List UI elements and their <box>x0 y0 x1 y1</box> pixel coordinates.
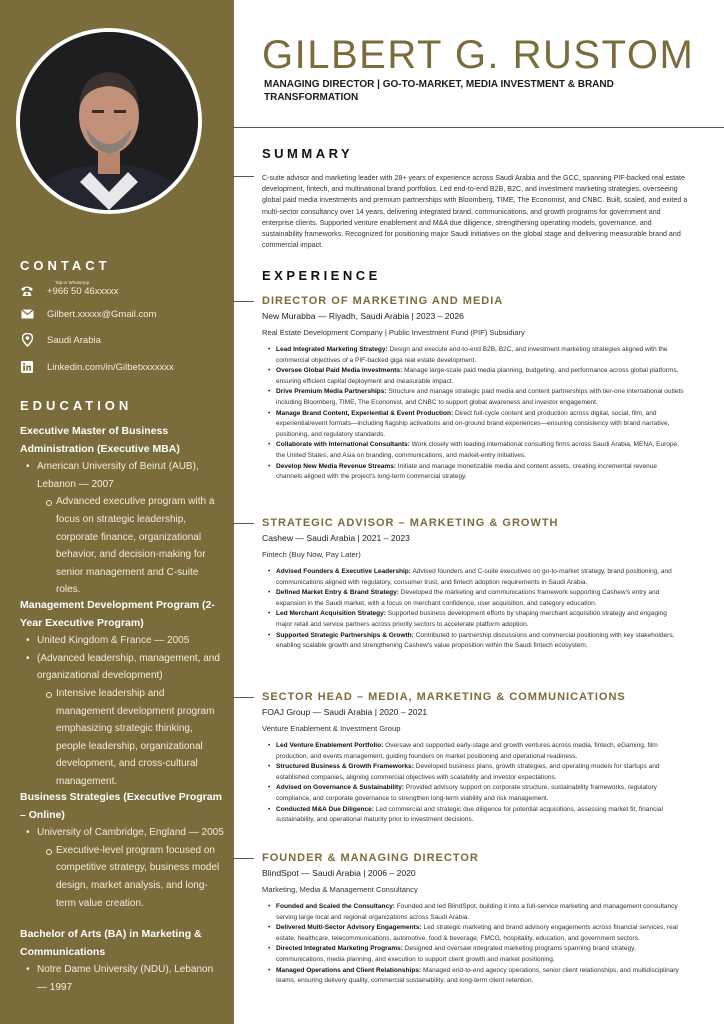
job-title: SECTOR HEAD – MEDIA, MARKETING & COMMUNICATIONS <box>262 691 626 703</box>
job-bullet: • Led Merchant Acquisition Strategy: Supported business development efforts by shaping merchant acquisition strategy and engaging major retail and service partners across priority sectors to accelerate platform adoption. <box>268 609 684 630</box>
degree-detail: Executive-level program focused on competitive strategy, business model design, market analysis, and long-term value creation. <box>20 842 224 912</box>
job-entry <box>262 851 684 987</box>
job-bullet: • Structured Business & Growth Frameworks: Developed business plans, growth strategies, and operating models for startups and established companies, aligning commercial objectives with scalability and investor expectations. <box>268 762 684 783</box>
summary-tick <box>234 176 254 177</box>
phone-icon <box>20 284 34 298</box>
contact-phone[interactable] <box>20 284 119 298</box>
degree-detail: Intensive leadership and management development program emphasizing strategic thinking, people leadership, organizational development, and cross-cultural management. <box>20 685 224 791</box>
contact-location <box>20 333 101 347</box>
profile-photo-frame <box>16 28 202 214</box>
job-subtitle: Venture Enablement & Investment Group <box>262 724 401 733</box>
job-bullet: • Founded and Scaled the Consultancy: Founded and led BlindSpot, building it into a full-service marketing and management consultancy serving large local and regional organizations across Saudi Arabia. <box>268 902 684 923</box>
location-pin-icon <box>20 333 34 347</box>
job-bullet: • Advised Founders & Executive Leadership: Advised founders and C-suite executives on go-to-market strategy, brand positioning, and communications aligned with regulatory, consumer trust, and fintech adoption requirements in Saudi Arabia. <box>268 567 684 588</box>
envelope-icon <box>20 307 34 321</box>
job-bullet: • Develop New Media Revenue Streams: Initiate and manage monetizable media and content assets, creating incremental revenue channels aligned with the project's long-term commercial strategy. <box>268 462 684 483</box>
job-bullet: • Drive Premium Media Partnerships: Structure and manage strategic paid media and content partnerships with tier-one international outlets including Bloomberg, TIME, The Economist, and CNBC to support global awareness and investor engagement. <box>268 387 684 408</box>
school-line: • United Kingdom & France — 2005 <box>20 632 224 650</box>
job-tick <box>234 301 254 302</box>
job-bullet: • Collaborate with International Consultants: Work closely with leading international consulting firms across Saudi Arabia, MENA, Europe, the United States, and Asia on branding, communications, and market-entry initiatives. <box>268 440 684 461</box>
job-bullet: • Advised on Governance & Sustainability: Provided advisory support on corporate structure, sustainability frameworks, regulatory compliance, and corporate governance to strengthen long-term viability and risk management. <box>268 783 684 804</box>
job-tick <box>234 858 254 859</box>
job-bullet: • Conducted M&A Due Diligence: Led commercial and strategic due diligence for potential acquisitions, assessing market fit, financial sustainability, and operational maturity prior to investment decisions. <box>268 805 684 826</box>
school-line: • Notre Dame University (NDU), Lebanon — 1997 <box>20 961 224 996</box>
candidate-name: GILBERT G. RUSTOM <box>262 33 695 77</box>
job-bullet: • Directed Integrated Marketing Programs: Designed and oversaw integrated marketing programs spanning brand strategy, communications, media planning, and execution to support client growth and market positioning. <box>268 944 684 965</box>
job-company: BlindSpot — Saudi Arabia | 2006 – 2020 <box>262 868 416 878</box>
job-title: STRATEGIC ADVISOR – MARKETING & GROWTH <box>262 517 559 529</box>
education-heading: EDUCATION <box>20 398 133 413</box>
job-company: New Murabba — Riyadh, Saudi Arabia | 2023 – 2026 <box>262 311 464 321</box>
job-bullet: • Led Venture Enablement Portfolio: Oversaw and supported early-stage and growth ventures across media, fintech, eGaming, film production, and events management, guiding founders on market positioning and operational readiness. <box>268 741 684 762</box>
job-bullet: • Lead Integrated Marketing Strategy: Design and execute end-to-end B2B, B2C, and investment marketing strategies aligned with the commercial objectives of a PIF-backed giga real estate development. <box>268 345 684 366</box>
contact-linkedin[interactable] <box>20 360 174 374</box>
education-item <box>20 926 224 996</box>
job-tick <box>234 523 254 524</box>
degree-detail: Advanced executive program with a focus on strategic leadership, corporate finance, organizational behavior, and decision-making for senior management and C-suite roles. <box>20 493 224 599</box>
job-bullet: • Defined Market Entry & Brand Strategy: Developed the marketing and communications framework supporting Cashew's entry and expansion in the Saudi market, with a focus on merchant confidence, user acquisition, and category education. <box>268 588 684 609</box>
linkedin-url: Linkedin.com/in/Gilbetxxxxxxx <box>47 361 174 373</box>
header-divider <box>234 127 724 128</box>
school-line: • American University of Beirut (AUB), Lebanon — 2007 <box>20 458 224 493</box>
job-bullet: • Managed Operations and Client Relationships: Managed end-to-end agency operations, senior client relationships, and multidisciplinary teams, ensuring delivery quality, commercial sustainability, and long-term client retention. <box>268 966 684 987</box>
email-address: Gilbert.xxxxx@Gmail.com <box>47 308 157 320</box>
job-entry <box>262 294 684 483</box>
job-bullet: • Oversee Global Paid Media Investments: Manage large-scale paid media planning, budgeting, and performance across global platforms, ensuring efficient capital deployment and measurable impact. <box>268 366 684 387</box>
degree-title: Bachelor of Arts (BA) in Marketing & Communications <box>20 928 202 958</box>
job-bullet: • Supported Strategic Partnerships & Growth: Contributed to partnership discussions and commercial positioning with key stakeholders, enabling scalable growth and strengthening Cashew's value proposition within the Saudi fintech ecosystem. <box>268 631 684 652</box>
job-subtitle: Fintech (Buy Now, Pay Later) <box>262 550 361 559</box>
degree-title: Executive Master of Business Administration (Executive MBA) <box>20 425 180 455</box>
candidate-title: MANAGING DIRECTOR | GO-TO-MARKET, MEDIA INVESTMENT & BRAND TRANSFORMATION <box>264 79 614 103</box>
job-title: DIRECTOR OF MARKETING AND MEDIA <box>262 295 504 307</box>
job-bullet: • Delivered Multi-Sector Advisory Engagements: Led strategic marketing and brand advisory engagements across financial services, real estate, healthcare, telecommunications, automotive, food & beverage, FMCG, hospitality, education, and government sectors. <box>268 923 684 944</box>
education-item <box>20 789 224 912</box>
whatsapp-note: Tap to WhatsApp <box>55 280 90 285</box>
location-text: Saudi Arabia <box>47 334 101 346</box>
degree-title: Business Strategies (Executive Program – Online) <box>20 791 222 821</box>
job-subtitle: Marketing, Media & Management Consultancy <box>262 885 418 894</box>
job-company: Cashew — Saudi Arabia | 2021 – 2023 <box>262 533 410 543</box>
job-subtitle: Real Estate Development Company | Public Investment Fund (PIF) Subsidiary <box>262 328 525 337</box>
degree-title: Management Development Program (2-Year Executive Program) <box>20 599 215 629</box>
school-note: • (Advanced leadership, management, and organizational development) <box>20 650 224 685</box>
job-tick <box>234 697 254 698</box>
sidebar <box>0 0 234 1024</box>
education-item <box>20 423 224 599</box>
summary-heading: SUMMARY <box>262 146 354 161</box>
job-entry <box>262 690 684 826</box>
job-entry <box>262 516 684 652</box>
job-company: FOAJ Group — Saudi Arabia | 2020 – 2021 <box>262 707 428 717</box>
contact-email[interactable] <box>20 307 156 321</box>
contact-heading: CONTACT <box>20 258 111 273</box>
school-line: • University of Cambridge, England — 2005 <box>20 824 224 842</box>
linkedin-icon <box>20 360 34 374</box>
experience-heading: EXPERIENCE <box>262 268 381 283</box>
phone-number: +966 50 46xxxxx <box>47 285 119 297</box>
profile-photo <box>20 32 198 210</box>
summary-text: C-suite advisor and marketing leader with 28+ years of experience across Saudi Arabia and the GCC, spanning PIF-backed real estate development, fintech, and multinational brand portfolios. Led end-to-end B2B, B2C, and investment marketing strategies, overseeing global paid media investments and premium partnerships with Bloomberg, TIME, The Economist, and CNBC. Built, scaled, and exited a multi-sector consultancy over 14 years, delivering integrated brand, communications, and growth programs for government and enterprise clients. Supported venture enablement and M&A due diligence, strengthening operating models, governance, and sustainability frameworks. Recognized for positioning major Saudi initiatives on the global stage and delivering measurable brand and commercial impact. <box>262 174 688 250</box>
education-item <box>20 597 224 791</box>
job-title: FOUNDER & MANAGING DIRECTOR <box>262 852 479 864</box>
job-bullet: • Manage Brand Content, Experiential & Event Production: Direct full-cycle content and production across digital, social, film, and experiential/event formats—including flagship activations and on-ground brand experiences—ensuring consistency with brand narrative, positioning, and regulatory standards. <box>268 409 684 441</box>
